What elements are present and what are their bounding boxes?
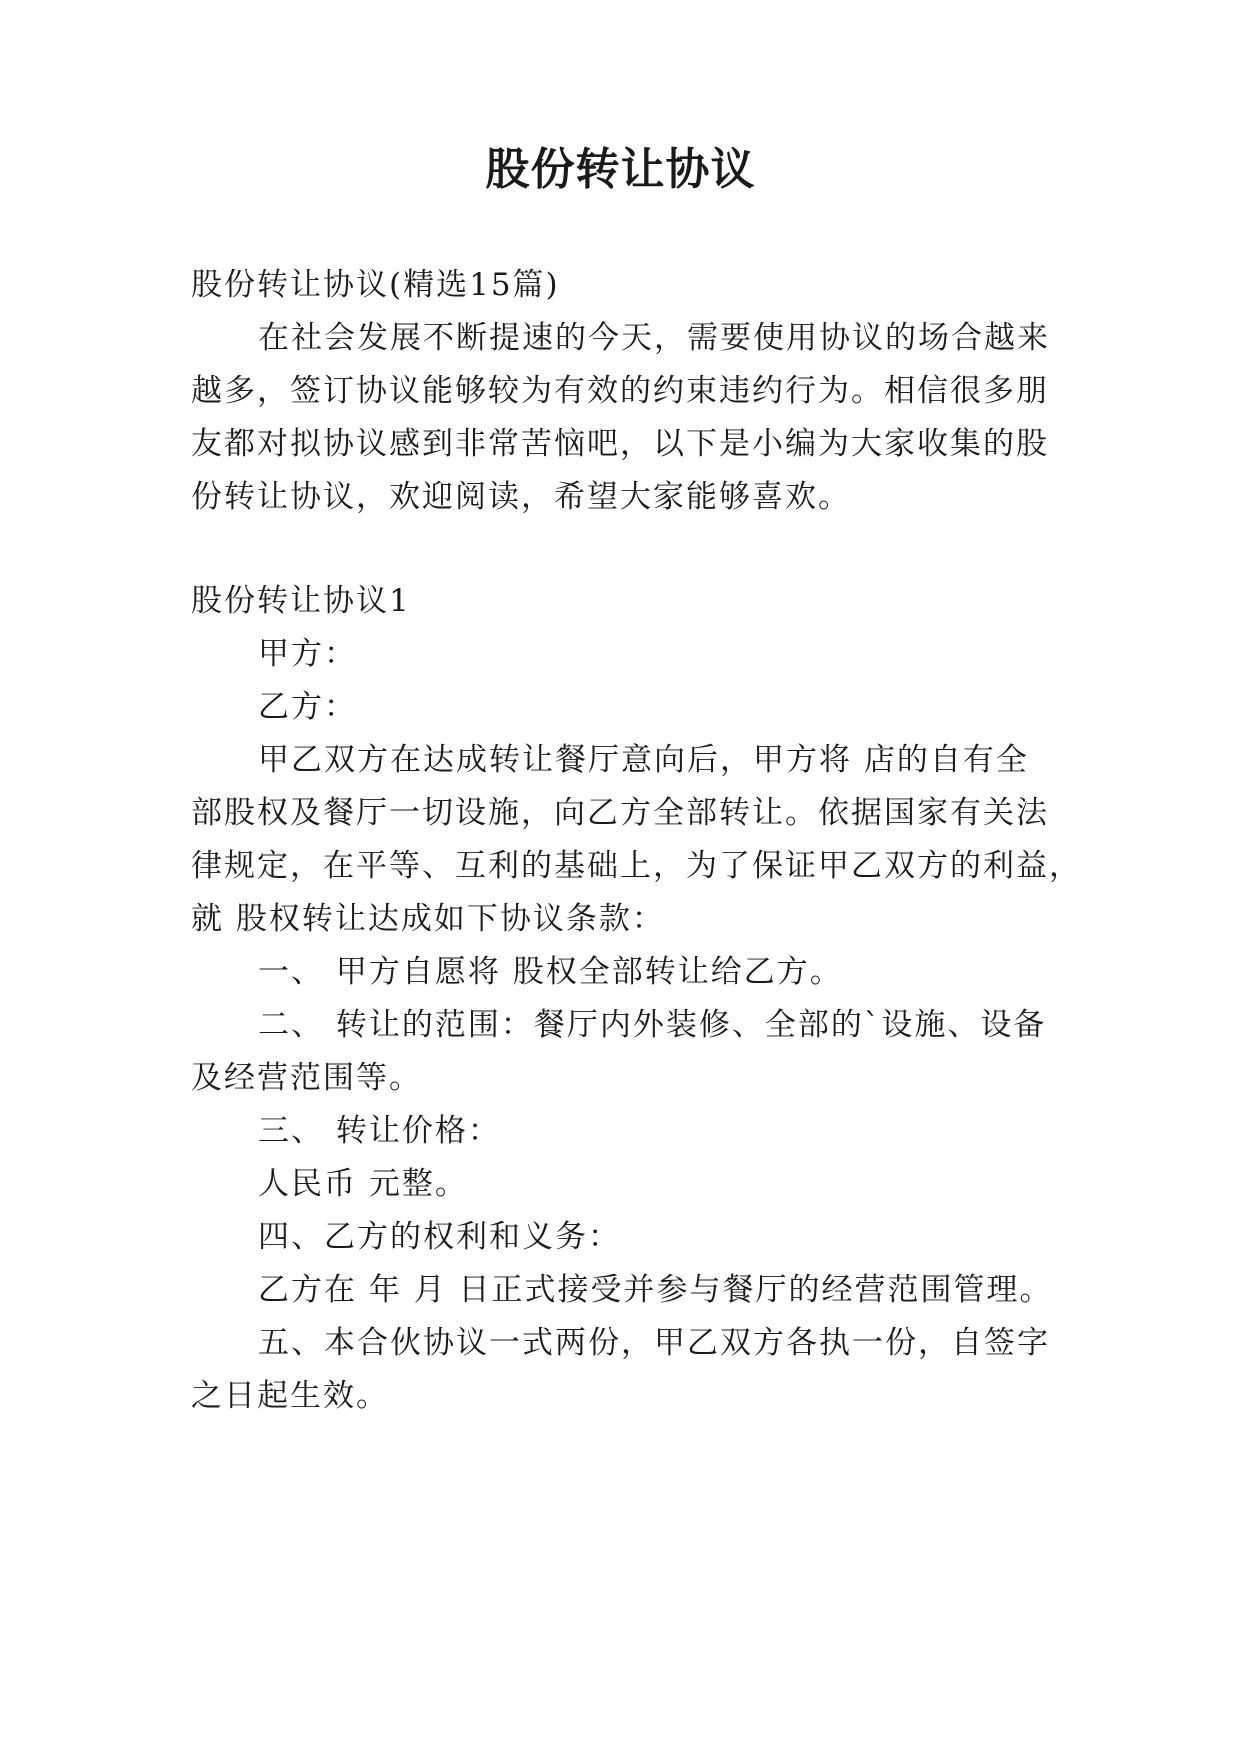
- intro-line: 份转让协议，欢迎阅读，希望大家能够喜欢。: [191, 479, 851, 515]
- preamble-line: 就 股权转让达成如下协议条款：: [191, 901, 665, 937]
- clause-5-line: 五、本合伙协议一式两份，甲乙双方各执一份，自签字: [258, 1325, 1050, 1361]
- preamble-line: 部股权及餐厅一切设施，向乙方全部转让。依据国家有关法: [191, 795, 1049, 831]
- section-heading: 股份转让协议1: [191, 583, 411, 619]
- clause-5-line: 之日起生效。: [191, 1378, 389, 1414]
- clause-2-line: 二、 转让的范围：餐厅内外装修、全部的`设施、设备: [258, 1007, 1047, 1043]
- preamble-line: 律规定，在平等、互利的基础上，为了保证甲乙双方的利益，: [191, 848, 1082, 884]
- price-line: 人民币 元整。: [258, 1166, 468, 1202]
- document-title: 股份转让协议: [485, 144, 756, 195]
- clause-4: 四、乙方的权利和义务：: [258, 1219, 621, 1255]
- clause-2-line: 及经营范围等。: [191, 1060, 422, 1096]
- clause-1: 一、 甲方自愿将 股权全部转让给乙方。: [258, 954, 843, 990]
- party-b-label: 乙方：: [258, 689, 357, 725]
- clause-4-detail: 乙方在 年 月 日正式接受并参与餐厅的经营范围管理。: [258, 1272, 1053, 1308]
- intro-line: 在社会发展不断提速的今天，需要使用协议的场合越来: [258, 320, 1050, 356]
- intro-line: 越多，签订协议能够较为有效的约束违约行为。相信很多朋: [191, 373, 1049, 409]
- intro-line: 友都对拟协议感到非常苦恼吧，以下是小编为大家收集的股: [191, 426, 1049, 462]
- preamble-line: 甲乙双方在达成转让餐厅意向后，甲方将 店的自有全: [258, 742, 1029, 778]
- party-a-label: 甲方：: [258, 636, 357, 672]
- document-subtitle: 股份转让协议(精选15篇): [191, 267, 560, 303]
- clause-3: 三、 转让价格：: [258, 1113, 501, 1149]
